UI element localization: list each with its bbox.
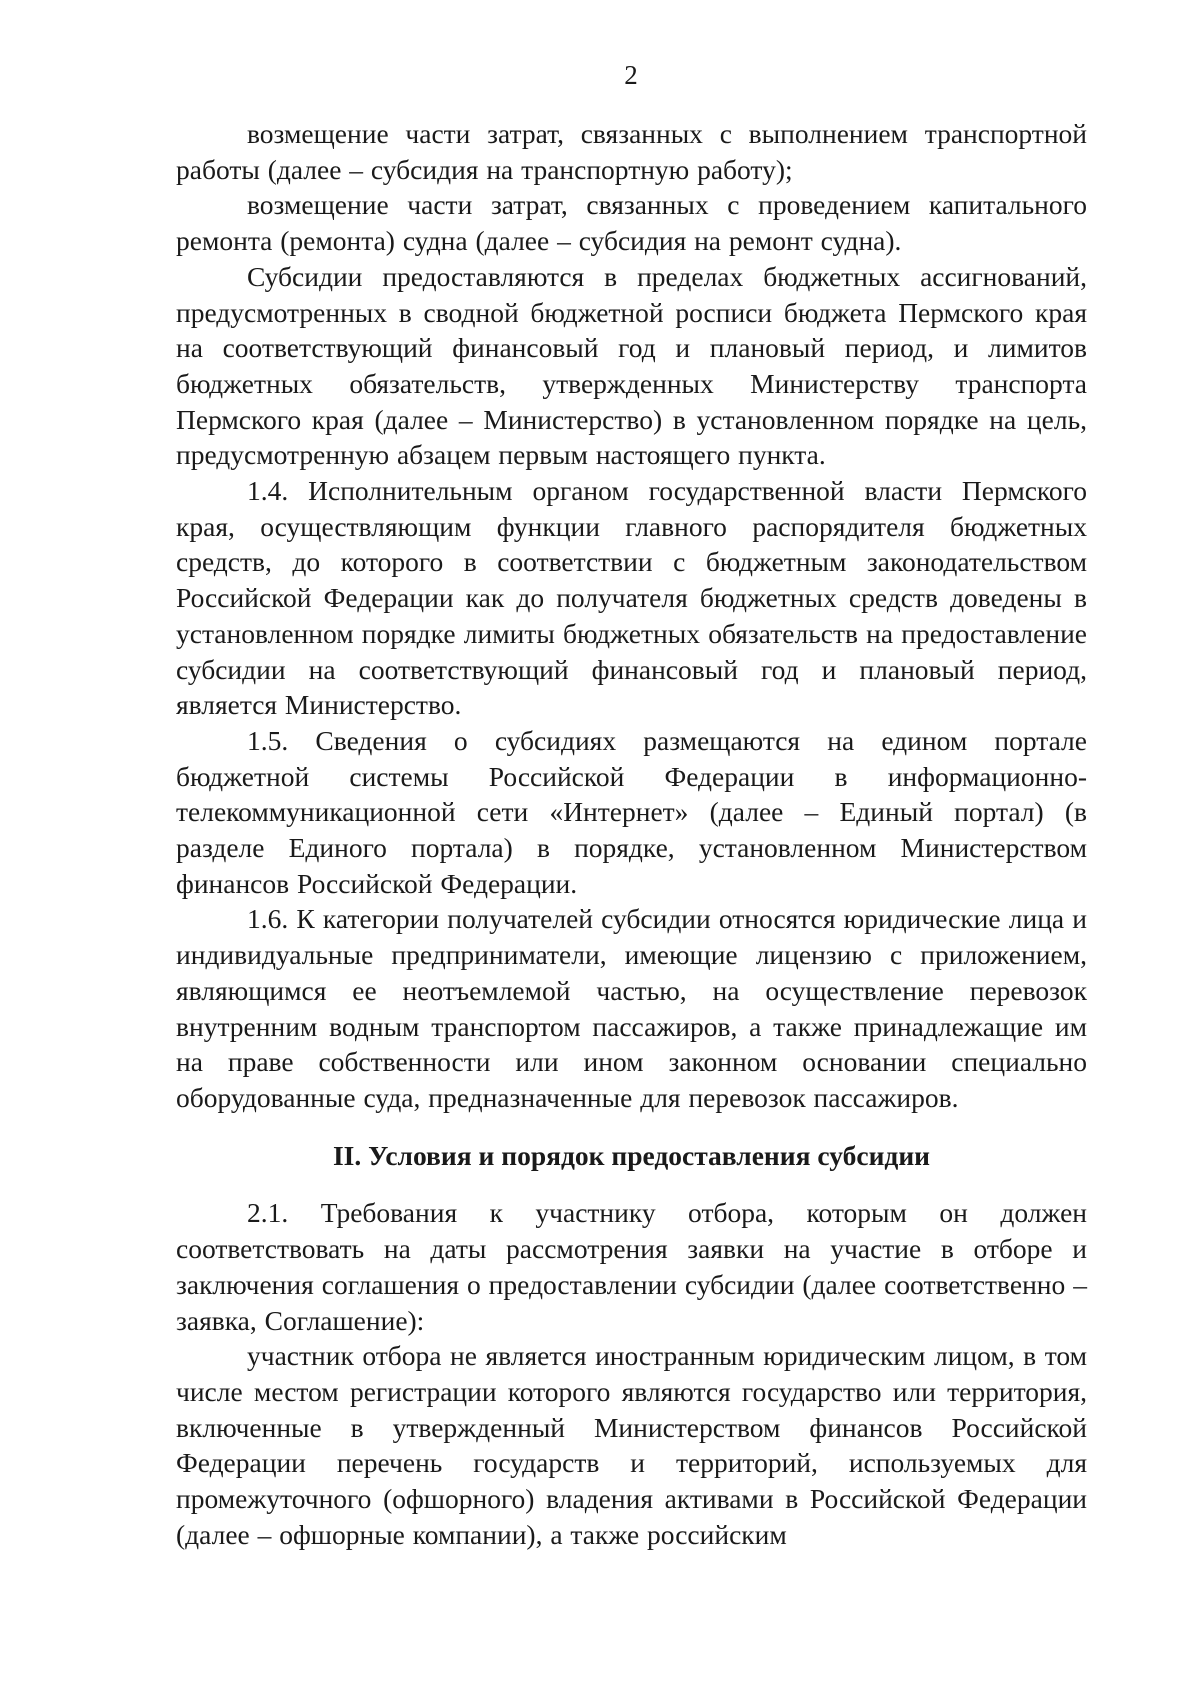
page-number: 2 [624,60,638,90]
paragraph: 2.1. Требования к участнику отбора, которым он должен соответствовать на даты рассмотрения заявки на участие в отборе и заключения соглашения о предоставлении субсидии (далее соответственно – заявка, Соглашение): [176,1197,1087,1336]
paragraph: участник отбора не является иностранным юридическим лицом, в том числе местом регистрации которого являются государство или территория, включенные в утвержденный Министерством финансов Российской Федерации перечень государств и территорий, используемых для промежуточного (офшорного) владения активами в Российской Федерации (далее – офшорные компании), а также российским [176,1340,1087,1550]
paragraph: 1.6. К категории получателей субсидии относятся юридические лица и индивидуальные предприниматели, имеющие лицензию с приложением, являющимся ее неотъемлемой частью, на осуществление перевозок внутренним водным транспортом пассажиров, а также принадлежащие им на праве собственности или ином законном основании специально оборудованные суда, предназначенные для перевозок пассажиров. [176,903,1087,1113]
paragraph: возмещение части затрат, связанных с выполнением транспортной работы (далее – субсидия на транспортную работу); [176,118,1087,185]
document-body [176,116,1087,1552]
section-heading: II. Условия и порядок предоставления субсидии [332,1139,931,1171]
paragraph: 1.5. Сведения о субсидиях размещаются на едином портале бюджетной системы Российской Федерации в информационно-телекоммуникационной сети «Интернет» (далее – Единый портал) (в разделе Единого портала) в порядке, установленном Министерством финансов Российской Федерации. [176,724,1087,899]
paragraph: возмещение части затрат, связанных с проведением капитального ремонта (ремонта) судна (далее – субсидия на ремонт судна). [176,189,1087,257]
paragraph: Субсидии предоставляются в пределах бюджетных ассигнований, предусмотренных в сводной бюджетной росписи бюджета Пермского края на соответствующий финансовый год и плановый период, и лимитов бюджетных обязательств, утвержденных Министерству транспорта Пермского края (далее – Министерство) в установленном порядке на цель, предусмотренную абзацем первым настоящего пункта. [176,260,1087,471]
paragraph: 1.4. Исполнительным органом государственной власти Пермского края, осуществляющим функции главного распорядителя бюджетных средств, до которого в соответствии с бюджетным законодательством Российской Федерации как до получателя бюджетных средств доведены в установленном порядке лимиты бюджетных обязательств на предоставление субсидии на соответствующий финансовый год и плановый период, является Министерство. [176,475,1087,721]
